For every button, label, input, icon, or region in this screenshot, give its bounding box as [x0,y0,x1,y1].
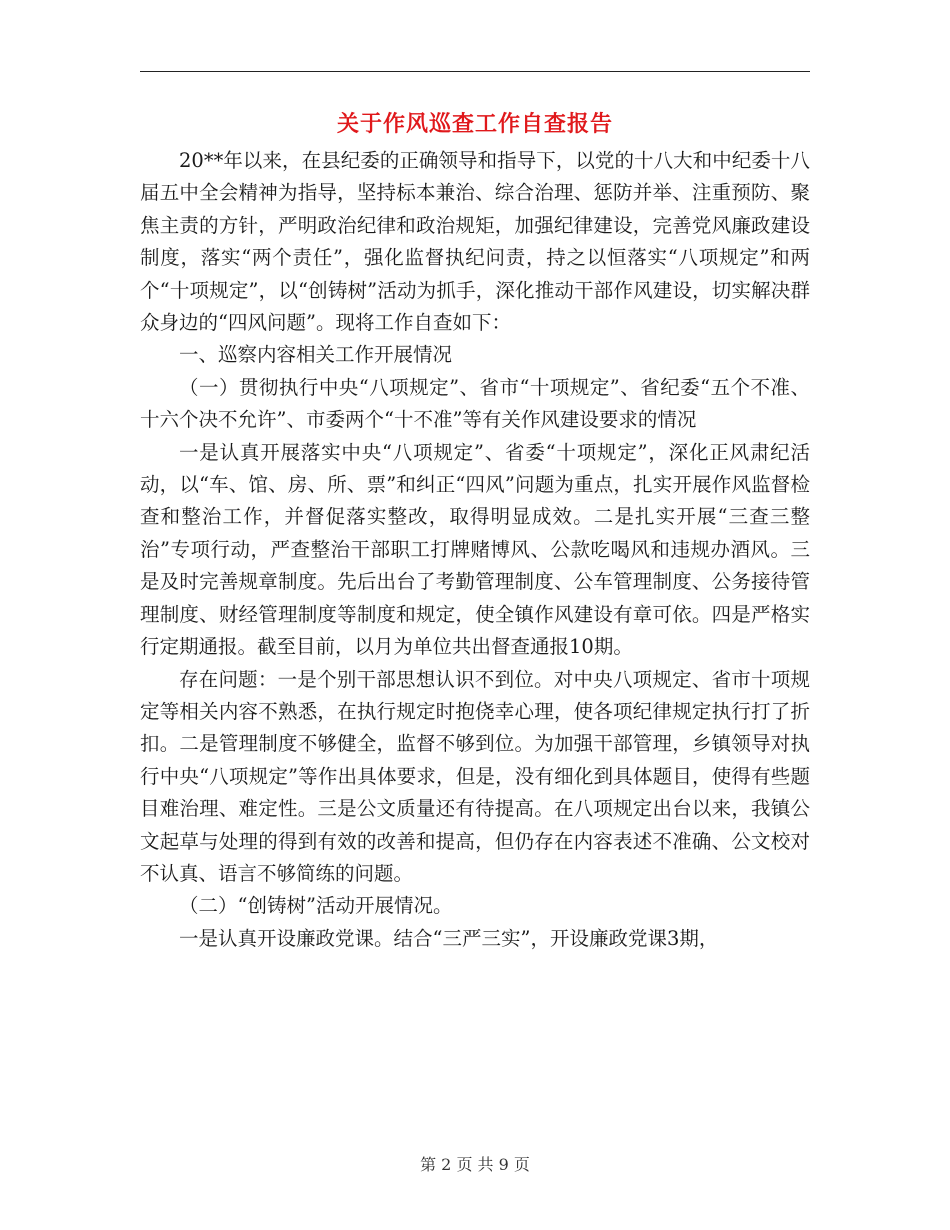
page-number: 第 2 页 共 9 页 [420,1155,530,1174]
document-body [140,145,810,955]
document-title: 关于作风巡查工作自查报告 [336,111,613,137]
subsection-heading-1: （一）贯彻执行中央“八项规定”、省市“十项规定”、省纪委“五个不准、十六个决不允许”、市委两个“十不准”等有关作风建设要求的情况 [140,375,810,432]
subsection-heading-2: （二）“创铸树”活动开展情况。 [179,894,453,918]
paragraph-party-lessons: 一是认真开设廉政党课。结合“三严三实”，开设廉政党课3期， [179,926,719,950]
header-rule [140,71,810,72]
section-heading-1: 一、巡察内容相关工作开展情况 [179,343,453,367]
paragraph-measures: 一是认真开展落实中央“八项规定”、省委“十项规定”，深化正风肃纪活动，以“车、馆、房、所、票”和纠正“四风”问题为重点，扎实开展作风监督检查和整治工作，并督促落实整改，取得明显成效。二是扎实开展“三查三整治”专项行动，严查整治干部职工打牌赌博风、公款吃喝风和违规办酒风。三是及时完善规章制度。先后出台了考勤管理制度、公车管理制度、公务接待管理制度、财经管理制度等制度和规定，使全镇作风建设有章可依。四是严格实行定期通报。截至目前，以月为单位共出督查通报10期。 [140,440,810,659]
paragraph-intro: 20**年以来，在县纪委的正确领导和指导下，以党的十八大和中纪委十八届五中全会精神为指导，坚持标本兼治、综合治理、惩防并举、注重预防、聚焦主责的方针，严明政治纪律和政治规矩，加强纪律建设，完善党风廉政建设制度，落实“两个责任”，强化监督执纪问责，持之以恒落实“八项规定”和两个“十项规定”，以“创铸树”活动为抓手，深化推动干部作风建设，切实解决群众身边的“四风问题”。现将工作自查如下： [140,149,810,335]
paragraph-problems: 存在问题：一是个别干部思想认识不到位。对中央八项规定、省市十项规定等相关内容不熟悉，在执行规定时抱侥幸心理，使各项纪律规定执行打了折扣。二是管理制度不够健全，监督不够到位。为加强干部管理，乡镇领导对执行中央“八项规定”等作出具体要求，但是，没有细化到具体题目，使得有些题目难治理、难定性。三是公文质量还有待提高。在八项规定出台以来，我镇公文起草与处理的得到有效的改善和提高，但仍存在内容表述不准确、公文校对不认真、语言不够简练的问题。 [140,667,810,885]
